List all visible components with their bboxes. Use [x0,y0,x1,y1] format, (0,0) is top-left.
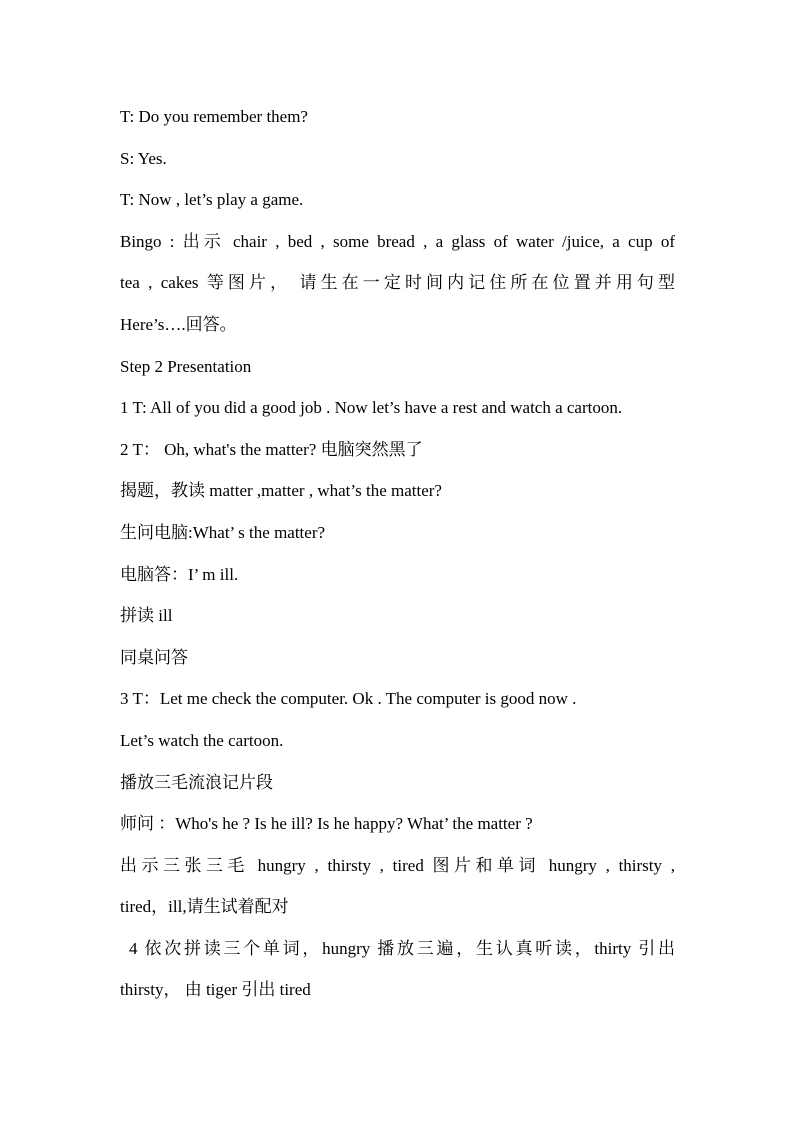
text-line-10: 揭题，教读 matter ,matter , what’s the matter? [120,481,442,501]
text-line-14: 同桌问答 [120,647,188,667]
text-line-21: 4 依次拼读三个单词，hungry 播放三遍，生认真听读，thirty 引出 [129,938,675,958]
text-line-4: Bingo : 出示 chair , bed , some bread , a glass of water /juice, a cup of [120,231,675,251]
text-line-12: 电脑答：I’ m ill. [120,564,239,584]
text-line-6: Here’s….回答。 [120,314,237,334]
text-line-2: S: Yes. [120,148,167,168]
text-line-18: 师问 ：Who's he ? Is he ill? Is he happy? What’ the matter ? [120,814,533,834]
document-body [120,100,675,1015]
text-line-15: 3 T：Let me check the computer. Ok . The computer is good now . [120,689,577,709]
text-line-22: thirsty， 由 tiger 引出 tired [120,980,311,1000]
text-line-5: tea , cakes 等图片， 请生在一定时间内记住所在位置并用句型 [120,273,675,293]
text-line-20: tired，ill,请生试着配对 [120,897,289,917]
text-line-17: 播放三毛流浪记片段 [120,772,273,792]
text-line-9: 2 T： Oh, what's the matter? 电脑突然黑了 [120,439,423,459]
text-line-3: T: Now , let’s play a game. [120,190,304,210]
section-heading: Step 2 Presentation [120,356,252,376]
text-line-13: 拼读 ill [120,606,173,626]
text-line-8: 1 T: All of you did a good job . Now let’s have a rest and watch a cartoon. [120,398,623,418]
text-line-1: T: Do you remember them? [120,107,308,126]
text-line-19: 出示三张三毛 hungry , thirsty , tired 图片和单词 hungry , thirsty , [120,855,675,875]
text-line-11: 生问电脑:What’ s the matter? [120,522,326,542]
text-line-16: Let’s watch the cartoon. [120,730,284,750]
